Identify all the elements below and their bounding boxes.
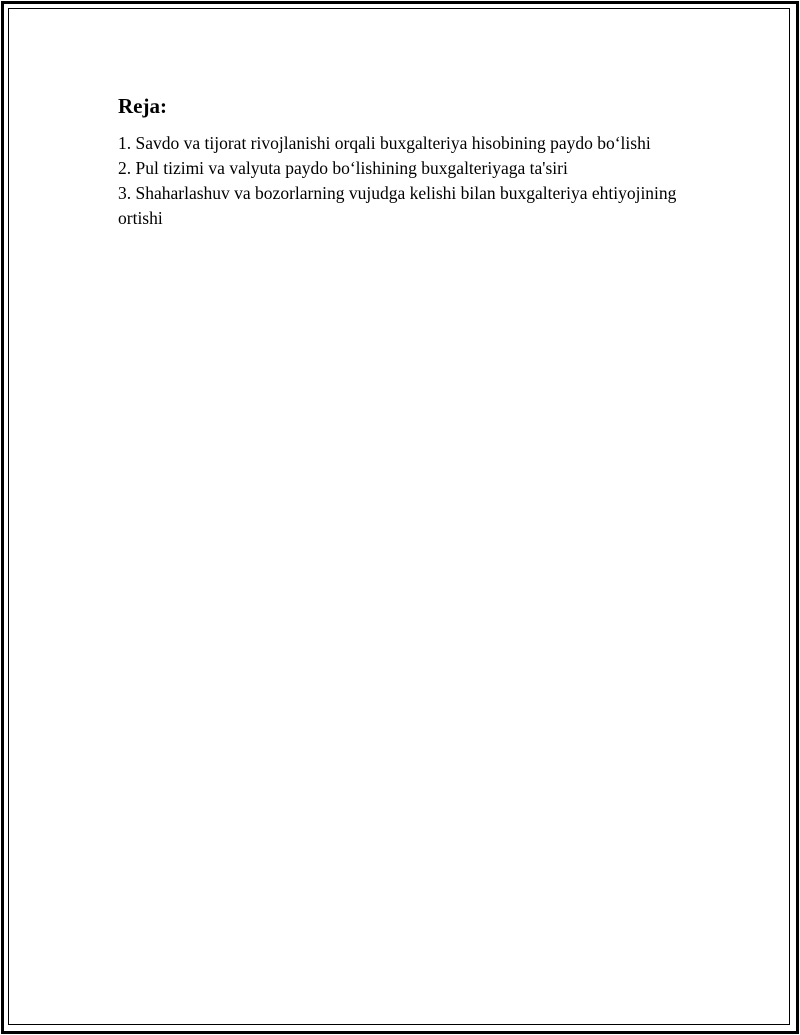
- plan-item-2: 2. Pul tizimi va valyuta paydo bo‘lishining buxgalteriyaga ta'siri: [118, 158, 568, 178]
- plan-heading: Reja:: [118, 94, 167, 118]
- plan-item-3: 3. Shaharlashuv va bozorlarning vujudga kelishi bilan buxgalteriya ehtiyojining ortishi: [118, 183, 677, 228]
- plan-list: [118, 131, 698, 231]
- document-body: [118, 93, 698, 231]
- plan-item-1: 1. Savdo va tijorat rivojlanishi orqali buxgalteriya hisobining paydo bo‘lishi: [118, 133, 651, 153]
